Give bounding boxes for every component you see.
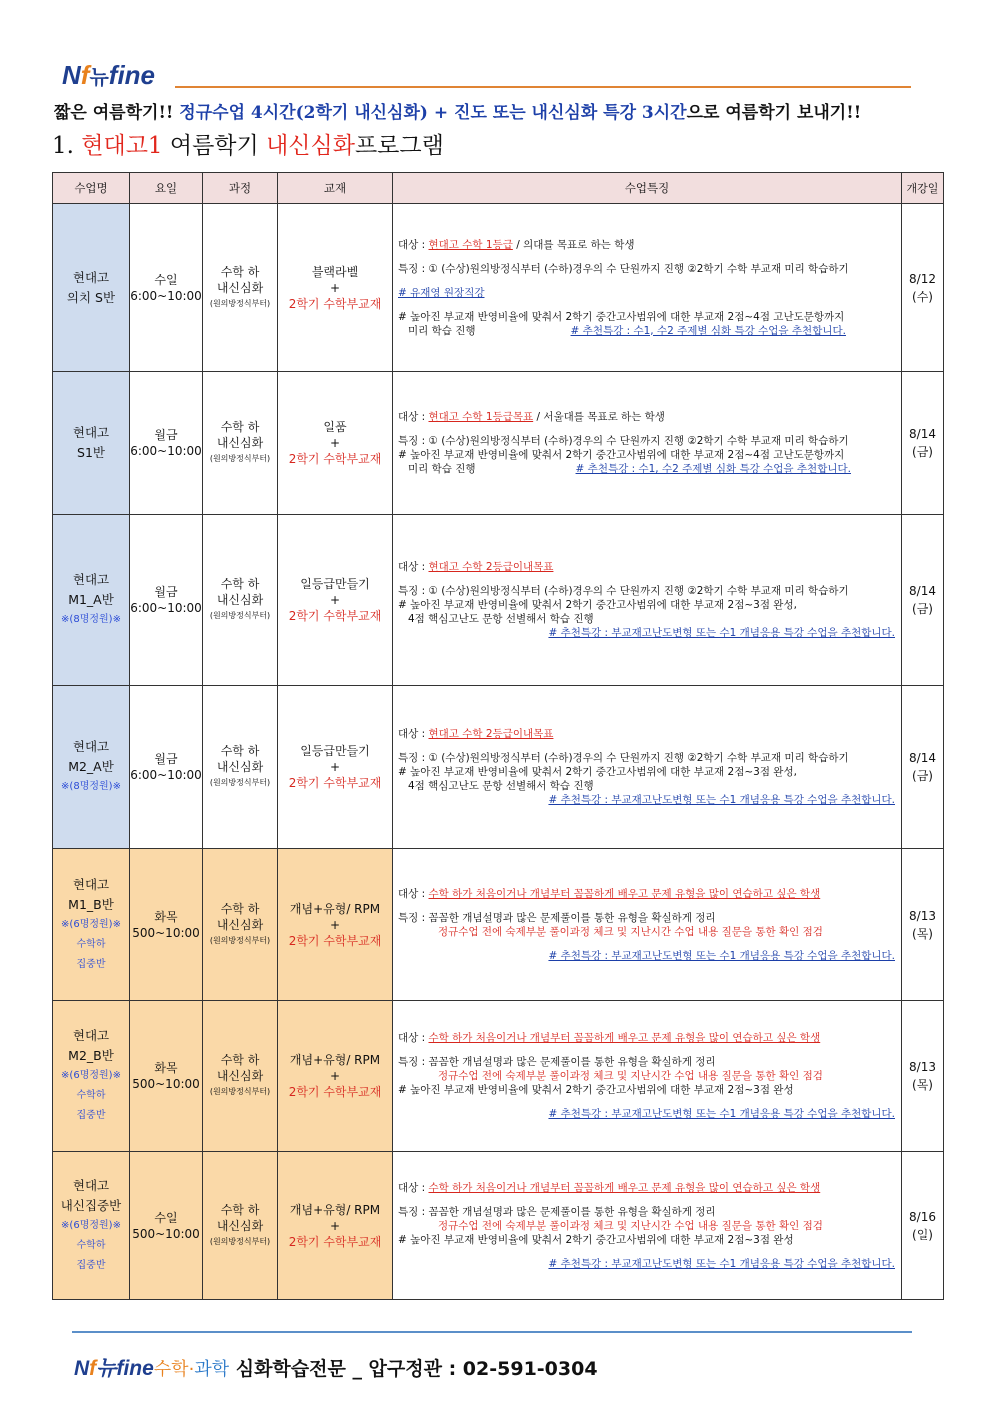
class-name: 현대고 M2_B반 ※(6명정원)※ 수학하 집중반 xyxy=(53,1001,130,1152)
table-row xyxy=(53,686,944,849)
class-book: 개념+유형/ RPM + 2학기 수학부교재 xyxy=(278,849,393,1001)
recommend-note: # 추천특강 : 수1, 수2 주제별 심화 특강 수업을 추천합니다. xyxy=(570,324,846,337)
open-date: 8/13 (목) xyxy=(902,849,944,1001)
header-day: 요일 xyxy=(130,173,203,204)
class-course: 수학 하 내신심화 (원의방정식부터) xyxy=(203,204,278,372)
brand-logo: Nf뉴fine xyxy=(62,60,156,90)
table-row xyxy=(53,204,944,372)
class-name: 현대고 M1_A반 ※(8명정원)※ xyxy=(53,515,130,686)
page-title: 1. 현대고1 여름학기 내신심화프로그램 xyxy=(52,133,444,159)
class-name: 현대고 내신집중반 ※(6명정원)※ 수학하 집중반 xyxy=(53,1152,130,1300)
table-row xyxy=(53,515,944,686)
class-schedule: 화목 500~10:00 xyxy=(130,1001,203,1152)
open-date: 8/14 (금) xyxy=(902,515,944,686)
class-feature: 대상 : 현대고 수학 2등급이내목표 특징 : ① (수상)원의방정식부터 (수하)경우의 수 단원까지 진행 ②2학기 수학 부교재 미리 학습하기 # 높아진 부교재 반영비율에 맞춰서 2학기 중간고사범위에 대한 부교재 2점~3점 완성, 4점 핵심고난도 문항 선별해서 학습 진행 # 추천특강 : 부교재고난도변형 또는 수1 개념응용 특강 수업을 추천합니다. xyxy=(393,515,902,686)
class-name: 현대고 M1_B반 ※(6명정원)※ 수학하 집중반 xyxy=(53,849,130,1001)
class-course: 수학 하 내신심화 (원의방정식부터) xyxy=(203,686,278,849)
class-book: 일등급만들기 + 2학기 수학부교재 xyxy=(278,686,393,849)
header-open: 개강일 xyxy=(902,173,944,204)
open-date: 8/14 (금) xyxy=(902,686,944,849)
class-schedule: 수일 500~10:00 xyxy=(130,1152,203,1300)
header-name: 수업명 xyxy=(53,173,130,204)
table-row xyxy=(53,1152,944,1300)
table-row xyxy=(53,372,944,515)
tagline: 짧은 여름학기!! 정규수업 4시간(2학기 내신심화) + 진도 또는 내신심화 특강 3시간으로 여름학기 보내기!! xyxy=(54,103,862,123)
open-date: 8/16 (일) xyxy=(902,1152,944,1300)
class-schedule: 월금 6:00~10:00 xyxy=(130,515,203,686)
class-book: 개념+유형/ RPM + 2학기 수학부교재 xyxy=(278,1152,393,1300)
header-divider xyxy=(175,86,911,88)
recommend-note: # 추천특강 : 부교재고난도변형 또는 수1 개념응용 특강 수업을 추천합니다. xyxy=(548,1108,895,1120)
class-schedule: 월금 6:00~10:00 xyxy=(130,686,203,849)
class-course: 수학 하 내신심화 (원의방정식부터) xyxy=(203,515,278,686)
class-course: 수학 하 내신심화 (원의방정식부터) xyxy=(203,849,278,1001)
schedule-table xyxy=(52,172,944,1300)
header-book: 교재 xyxy=(278,173,393,204)
open-date: 8/13 (목) xyxy=(902,1001,944,1152)
table-row xyxy=(53,1001,944,1152)
class-schedule: 월금 6:00~10:00 xyxy=(130,372,203,515)
teacher-note: # 유재영 원장직강 xyxy=(398,286,485,299)
header-course: 과정 xyxy=(203,173,278,204)
class-feature: 대상 : 현대고 수학 1등급 / 의대를 목표로 하는 학생 특징 : ① (수상)원의방정식부터 (수하)경우의 수 단원까지 진행 ②2학기 수학 부교재 미리 학습하기 # 유재영 원장직강 # 높아진 부교재 반영비율에 맞춰서 2학기 중간고사범위에 대한 부교재 2점~4점 고난도문항까지 미리 학습 진행 # 추천특강 : 수1, 수2 주제별 심화 특강 수업을 추천합니다. xyxy=(393,204,902,372)
class-name: 현대고 의치 S반 xyxy=(53,204,130,372)
recommend-note: # 추천특강 : 수1, 수2 주제별 심화 특강 수업을 추천합니다. xyxy=(575,463,851,475)
open-date: 8/14 (금) xyxy=(902,372,944,515)
footer-contact: Nf뉴fine수학·과학 심화학습전문 _ 압구정관 : 02-591-0304 xyxy=(74,1357,598,1380)
class-feature: 대상 : 수학 하가 처음이거나 개념부터 꼼꼼하게 배우고 문제 유형을 많이 연습하고 싶은 학생 특징 : 꼼꼼한 개념설명과 많은 문제풀이를 통한 유형을 확실하게 정리 정규수업 전에 숙제부분 풀이과정 체크 및 지난시간 수업 내용 질문을 통한 확인 점검 # 높아진 부교재 반영비율에 맞춰서 2학기 중간고사범위에 대한 부교재 2점~3점 완성 # 추천특강 : 부교재고난도변형 또는 수1 개념응용 특강 수업을 추천합니다. xyxy=(393,1152,902,1300)
class-feature: 대상 : 수학 하가 처음이거나 개념부터 꼼꼼하게 배우고 문제 유형을 많이 연습하고 싶은 학생 특징 : 꼼꼼한 개념설명과 많은 문제풀이를 통한 유형을 확실하게 정리 정규수업 전에 숙제부분 풀이과정 체크 및 지난시간 수업 내용 질문을 통한 확인 점검 # 추천특강 : 부교재고난도변형 또는 수1 개념응용 특강 수업을 추천합니다. xyxy=(393,849,902,1001)
class-course: 수학 하 내신심화 (원의방정식부터) xyxy=(203,1152,278,1300)
class-course: 수학 하 내신심화 (원의방정식부터) xyxy=(203,372,278,515)
class-name: 현대고 M2_A반 ※(8명정원)※ xyxy=(53,686,130,849)
recommend-note: # 추천특강 : 부교재고난도변형 또는 수1 개념응용 특강 수업을 추천합니다. xyxy=(548,794,895,806)
class-feature: 대상 : 현대고 수학 2등급이내목표 특징 : ① (수상)원의방정식부터 (수하)경우의 수 단원까지 진행 ②2학기 수학 부교재 미리 학습하기 # 높아진 부교재 반영비율에 맞춰서 2학기 중간고사범위에 대한 부교재 2점~3점 완성, 4점 핵심고난도 문항 선별해서 학습 진행 # 추천특강 : 부교재고난도변형 또는 수1 개념응용 특강 수업을 추천합니다. xyxy=(393,686,902,849)
class-book: 블랙라벨 + 2학기 수학부교재 xyxy=(278,204,393,372)
class-feature: 대상 : 수학 하가 처음이거나 개념부터 꼼꼼하게 배우고 문제 유형을 많이 연습하고 싶은 학생 특징 : 꼼꼼한 개념설명과 많은 문제풀이를 통한 유형을 확실하게 정리 정규수업 전에 숙제부분 풀이과정 체크 및 지난시간 수업 내용 질문을 통한 확인 점검 # 높아진 부교재 반영비율에 맞춰서 2학기 중간고사범위에 대한 부교재 2점~3점 완성 # 추천특강 : 부교재고난도변형 또는 수1 개념응용 특강 수업을 추천합니다. xyxy=(393,1001,902,1152)
table-row xyxy=(53,849,944,1001)
open-date: 8/12 (수) xyxy=(902,204,944,372)
class-course: 수학 하 내신심화 (원의방정식부터) xyxy=(203,1001,278,1152)
class-book: 일품 + 2학기 수학부교재 xyxy=(278,372,393,515)
class-schedule: 수일 6:00~10:00 xyxy=(130,204,203,372)
recommend-note: # 추천특강 : 부교재고난도변형 또는 수1 개념응용 특강 수업을 추천합니다. xyxy=(548,949,895,962)
class-book: 일등급만들기 + 2학기 수학부교재 xyxy=(278,515,393,686)
class-book: 개념+유형/ RPM + 2학기 수학부교재 xyxy=(278,1001,393,1152)
table-header-row xyxy=(53,173,944,204)
recommend-note: # 추천특강 : 부교재고난도변형 또는 수1 개념응용 특강 수업을 추천합니다. xyxy=(548,1257,895,1270)
header-feature: 수업특징 xyxy=(393,173,902,204)
class-name: 현대고 S1반 xyxy=(53,372,130,515)
recommend-note: # 추천특강 : 부교재고난도변형 또는 수1 개념응용 특강 수업을 추천합니다. xyxy=(548,627,895,639)
class-schedule: 화목 500~10:00 xyxy=(130,849,203,1001)
footer-divider xyxy=(72,1331,912,1333)
class-feature: 대상 : 현대고 수학 1등급목표 / 서울대를 목표로 하는 학생 특징 : ① (수상)원의방정식부터 (수하)경우의 수 단원까지 진행 ②2학기 수학 부교재 미리 학습하기 # 높아진 부교재 반영비율에 맞춰서 2학기 중간고사범위에 대한 부교재 2점~4점 고난도문항까지 미리 학습 진행 # 추천특강 : 수1, 수2 주제별 심화 특강 수업을 추천합니다. xyxy=(393,372,902,515)
